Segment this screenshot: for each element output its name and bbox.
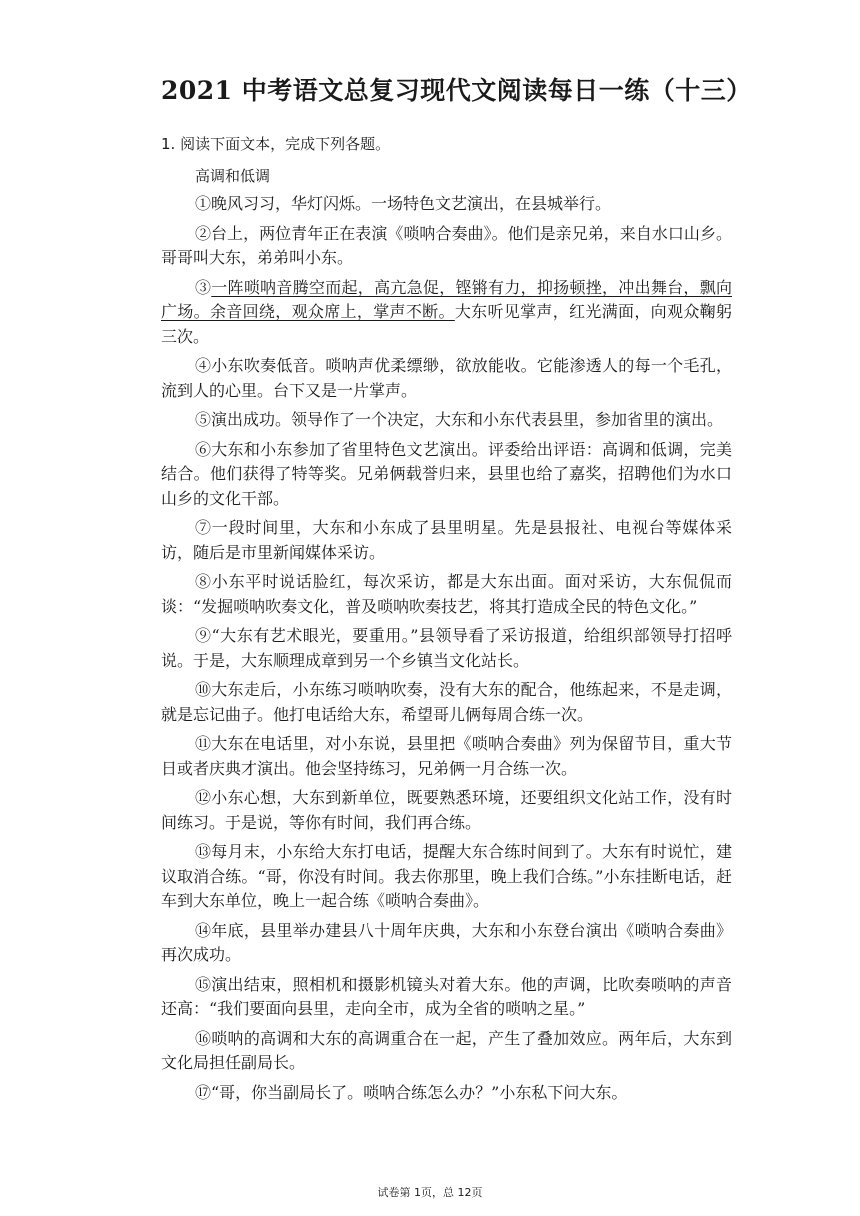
question-prompt: 1. 阅读下面文本，完成下列各题。 [161, 135, 391, 153]
paragraph-7: ⑦一段时间里，大东和小东成了县里明星。先是县报社、电视台等媒体采访，随后是市里新闻媒体采访。 [161, 518, 732, 562]
paragraph-11: ⑪大东在电话里，对小东说，县里把《唢呐合奏曲》列为保留节目，重大节日或者庆典才演出。他会坚持练习，兄弟俩一月合练一次。 [161, 734, 732, 778]
paragraph-10: ⑩大东走后，小东练习唢呐吹奏，没有大东的配合，他练起来，不是走调，就是忘记曲子。他打电话给大东，希望哥儿俩每周合练一次。 [161, 680, 732, 724]
story-title: 高调和低调 [195, 167, 271, 185]
paragraph-16: ⑯唢呐的高调和大东的高调重合在一起，产生了叠加效应。两年后，大东到文化局担任副局长。 [161, 1028, 732, 1072]
story-body [161, 192, 732, 1105]
paragraph-9: ⑨“大东有艺术眼光，要重用。”县领导看了采访报道，给组织部领导打招呼说。于是，大东顺理成章到另一个乡镇当文化站长。 [161, 626, 732, 670]
paragraph-15: ⑮演出结束，照相机和摄影机镜头对着大东。他的声调，比吹奏唢呐的声音还高：“我们要面向县里，走向全市，成为全省的唢呐之星。” [161, 974, 732, 1018]
paragraph-5: ⑤演出成功。领导作了一个决定，大东和小东代表县里，参加省里的演出。 [195, 410, 724, 429]
page-title: 2021 中考语文总复习现代文阅读每日一练（十三） [161, 76, 752, 105]
paragraph-3-rest: 大东听见掌声，红光满面，向观众鞠躬三次。 [161, 302, 732, 346]
page-footer: 试卷第 1页，总 12页 [377, 1186, 483, 1199]
paragraph-3 [161, 276, 732, 350]
paragraph-3-number: ③ [195, 277, 212, 297]
paragraph-6: ⑥大东和小东参加了省里特色文艺演出。评委给出评语：高调和低调，完美结合。他们获得了特等奖。兄弟俩载誉归来，县里也给了嘉奖，招聘他们为水口山乡的文化干部。 [161, 439, 732, 508]
paragraph-1: ①晚风习习，华灯闪烁。一场特色文艺演出，在县城举行。 [195, 194, 612, 213]
paragraph-17: ⑰“哥，你当副局长了。唢呐合练怎么办？”小东私下问大东。 [195, 1082, 628, 1102]
underlined-passage: 一阵唢呐音腾空而起，高亢急促，铿锵有力，抑扬顿挫，冲出舞台，飘向广场。余音回绕，观众席上，掌声不断。 [161, 277, 732, 321]
paragraph-2: ②台上，两位青年正在表演《唢呐合奏曲》。他们是亲兄弟，来自水口山乡。哥哥叫大东，弟弟叫小东。 [161, 223, 732, 267]
paragraph-12: ⑫小东心想，大东到新单位，既要熟悉环境，还要组织文化站工作，没有时间练习。于是说，等你有时间，我们再合练。 [161, 788, 732, 832]
paragraph-14: ⑭年底，县里举办建县八十周年庆典，大东和小东登台演出《唢呐合奏曲》再次成功。 [161, 920, 732, 964]
paragraph-4: ④小东吹奏低音。唢呐声优柔缥缈，欲放能收。它能渗透人的每一个毛孔，流到人的心里。台下又是一片掌声。 [161, 356, 732, 400]
paragraph-13: ⑬每月末，小东给大东打电话，提醒大东合练时间到了。大东有时说忙，建议取消合练。“哥，你没有时间。我去你那里，晚上我们合练。”小东挂断电话，赶车到大东单位，晚上一起合练《唢呐合奏曲》。 [161, 842, 732, 910]
paragraph-8: ⑧小东平时说话脸红，每次采访，都是大东出面。面对采访，大东侃侃而谈：“发掘唢呐吹奏文化，普及唢呐吹奏技艺，将其打造成全民的特色文化。” [161, 572, 732, 616]
